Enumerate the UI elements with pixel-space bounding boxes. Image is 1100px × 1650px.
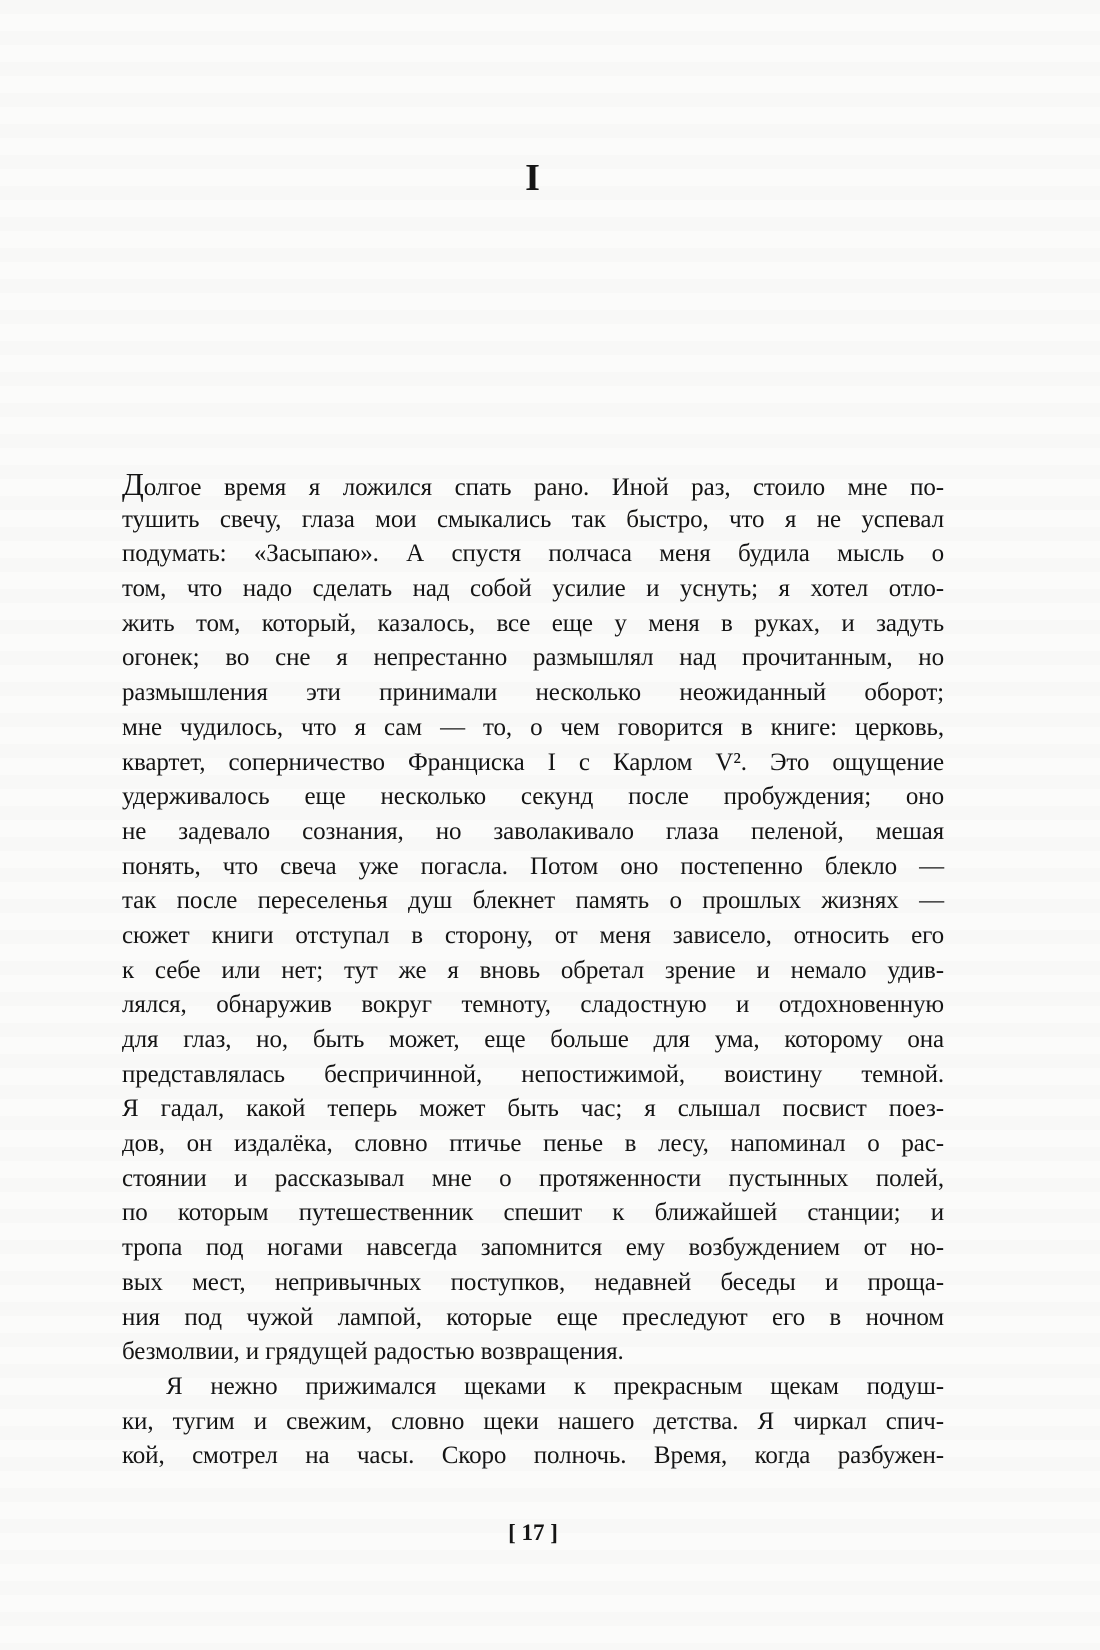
text-line: Долгое время я ложился спать рано. Иной раз, стоило мне по- — [122, 466, 944, 502]
text-line: дов, он издалёка, словно птичье пенье в лесу, напоминал о рас- — [122, 1130, 944, 1158]
text-line: Я гадал, какой теперь может быть час; я слышал посвист поез- — [122, 1095, 944, 1123]
text-line: кой, смотрел на часы. Скоро полночь. Время, когда разбужен- — [122, 1442, 944, 1470]
text-line: тушить свечу, глаза мои смыкались так быстро, что я не успевал — [122, 505, 944, 533]
text-line: представлялась беспричинной, непостижимой, воистину темной. — [122, 1060, 944, 1088]
page-number: [ 17 ] — [508, 1520, 558, 1545]
chapter-heading: I — [525, 157, 541, 199]
body-text-block — [122, 468, 944, 1474]
text-line: вых мест, непривычных поступков, недавней беседы и проща- — [122, 1268, 944, 1296]
text-line: размышления эти принимали несколько неожиданный оборот; — [122, 679, 944, 707]
initial-letter: Д — [122, 466, 144, 502]
text-line: по которым путешественник спешит к ближайшей станции; и — [122, 1199, 944, 1227]
text-line: безмолвии, и грядущей радостью возвращения. — [122, 1338, 624, 1366]
text-line: к себе или нет; тут же я вновь обретал зрение и немало удив- — [122, 956, 944, 984]
text-line: Я нежно прижимался щеками к прекрасным щекам подуш- — [166, 1372, 944, 1400]
text-line: том, что надо сделать над собой усилие и уснуть; я хотел отло- — [122, 575, 944, 603]
text-line: огонек; во сне я непрестанно размышлял над прочитанным, но — [122, 644, 944, 672]
text-line: жить том, который, казалось, все еще у меня в руках, и задуть — [122, 609, 944, 637]
text-line: сюжет книги отступал в сторону, от меня зависело, относить его — [122, 921, 944, 949]
text-line: для глаз, но, быть может, еще больше для ума, которому она — [122, 1026, 944, 1053]
text-line: лялся, обнаружив вокруг темноту, сладостную и отдохновенную — [122, 991, 944, 1019]
text-line: не задевало сознания, но заволакивало глаза пеленой, мешая — [122, 817, 944, 845]
text-line: понять, что свеча уже погасла. Потом оно постепенно блекло — — [122, 852, 944, 880]
text-line: так после переселенья душ блекнет память о прошлых жизнях — — [122, 887, 944, 915]
text-line: стоянии и рассказывал мне о протяженности пустынных полей, — [122, 1164, 944, 1192]
text-line: мне чудилось, что я сам — то, о чем говорится в книге: церковь, — [122, 713, 944, 741]
text-line: ки, тугим и свежим, словно щеки нашего детства. Я чиркал спич- — [122, 1407, 944, 1435]
text-line: квартет, соперничество Франциска I с Карлом V². Это ощущение — [122, 748, 944, 776]
text-line: тропа под ногами навсегда запомнится ему возбуждением от но- — [122, 1234, 944, 1262]
text-line: ния под чужой лампой, которые еще преследуют его в ночном — [122, 1303, 944, 1331]
text-line: удерживалось еще несколько секунд после пробуждения; оно — [122, 783, 944, 811]
text-line: подумать: «Засыпаю». А спустя полчаса меня будила мысль о — [122, 540, 944, 568]
